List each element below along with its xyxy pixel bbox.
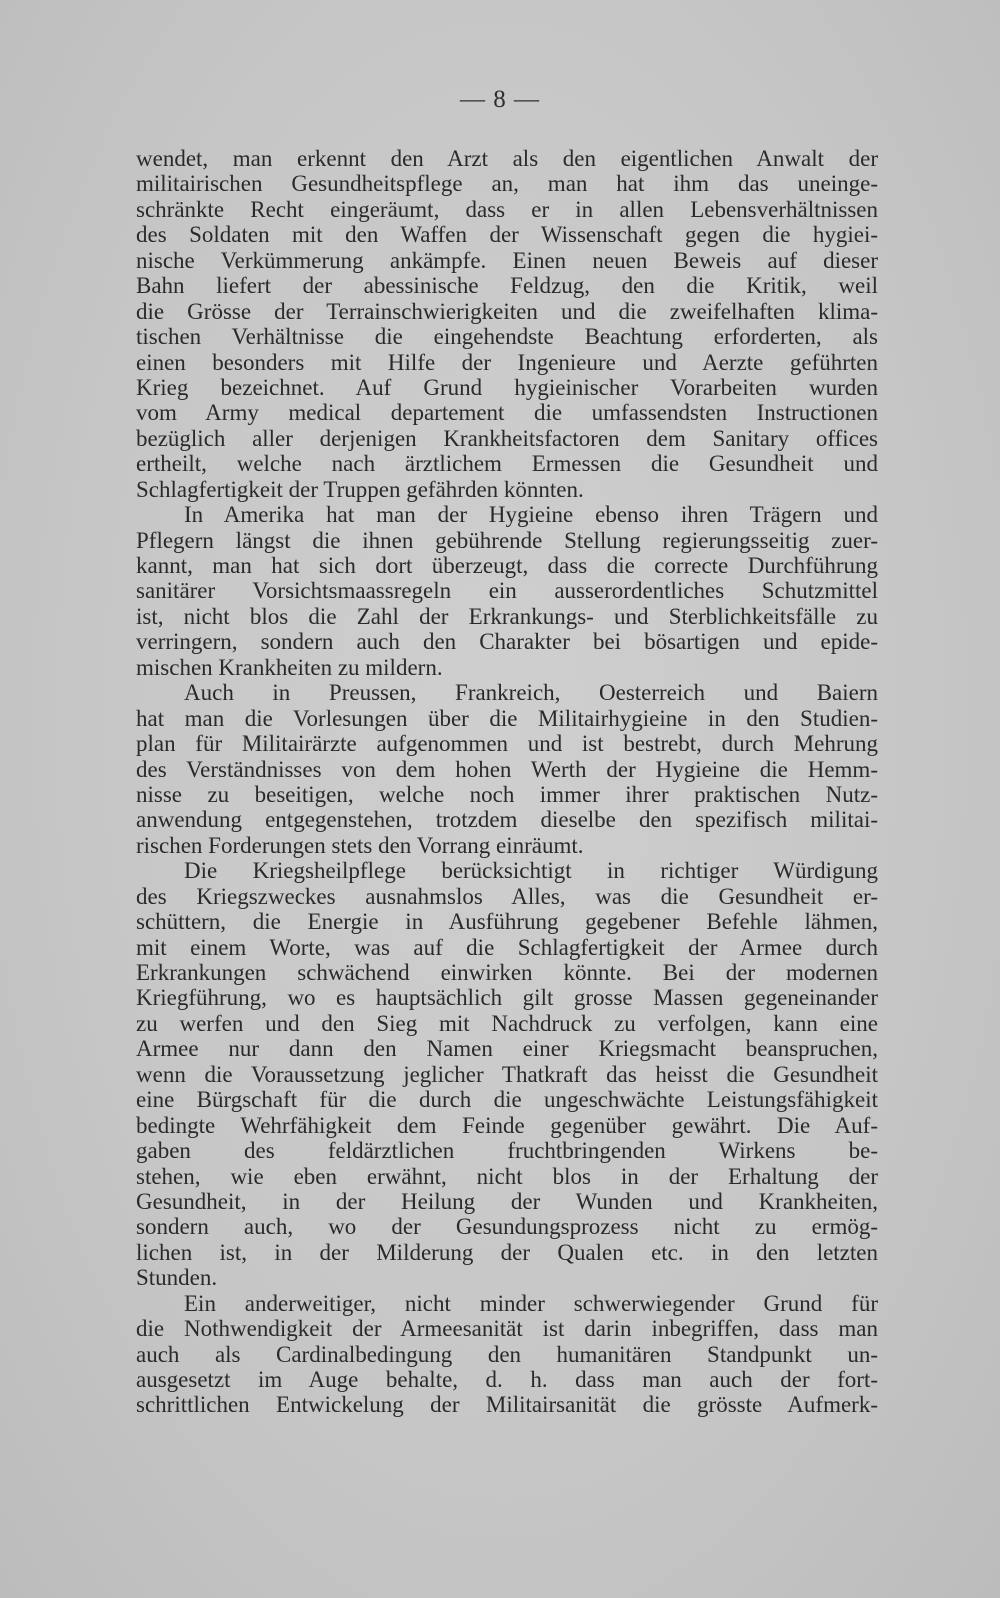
text-line: vom Army medical departement die umfassendsten Instructionen [136, 400, 878, 426]
text-line: mit einem Worte, was auf die Schlagfertigkeit der Armee durch [136, 934, 878, 960]
text-line: mischen Krankheiten zu mildern. [136, 654, 443, 680]
text-line: Bahn liefert der abessinische Feldzug, den die Kritik, weil [136, 273, 878, 299]
text-line: sondern auch, wo der Gesundungsprozess nicht zu ermög- [136, 1214, 878, 1240]
text-line: des Verständnisses von dem hohen Werth der Hygieine die Hemm- [136, 756, 878, 782]
text-line: anwendung entgegenstehen, trotzdem dieselbe den spezifisch militai- [136, 807, 878, 833]
text-line: einen besonders mit Hilfe der Ingenieure und Aerzte geführten [136, 349, 878, 375]
text-line: die Grösse der Terrainschwierigkeiten und die zweifelhaften klima- [136, 298, 878, 324]
text-line: kannt, man hat sich dort überzeugt, dass die correcte Durchführung [136, 553, 878, 578]
text-line: nisse zu beseitigen, welche noch immer ihrer praktischen Nutz- [136, 781, 878, 807]
text-line: bedingte Wehrfähigkeit dem Feinde gegenüber gewährt. Die Auf- [136, 1112, 878, 1138]
text-line: Ein anderweitiger, nicht minder schwerwiegender Grund für [184, 1290, 878, 1316]
text-line: sanitärer Vorsichtsmaassregeln ein ausserordentliches Schutzmittel [136, 578, 878, 604]
text-line: stehen, wie eben erwähnt, nicht blos in der Erhaltung der [136, 1163, 878, 1189]
text-line: des Kriegszweckes ausnahmslos Alles, was die Gesundheit er- [136, 883, 878, 909]
text-line: plan für Militairärzte aufgenommen und ist bestrebt, durch Mehrung [136, 731, 878, 757]
text-line: eine Bürgschaft für die durch die ungeschwächte Leistungsfähigkeit [136, 1087, 878, 1113]
text-line: ausgesetzt im Auge behalte, d. h. dass man auch der fort- [136, 1367, 878, 1392]
text-line: nische Verkümmerung ankämpfe. Einen neuen Beweis auf dieser [136, 247, 878, 273]
text-line: tischen Verhältnisse die eingehendste Beachtung erforderten, als [136, 324, 878, 350]
text-line: ertheilt, welche nach ärztlichem Ermessen die Gesundheit und [136, 451, 878, 477]
text-line: Krieg bezeichnet. Auf Grund hygieinischer Vorarbeiten wurden [136, 374, 878, 400]
text-line: schüttern, die Energie in Ausführung gegebener Befehle lähmen, [136, 909, 878, 935]
text-line: Erkrankungen schwächend einwirken könnte. Bei der modernen [136, 960, 878, 985]
text-line: Stunden. [136, 1265, 218, 1291]
page-number: — 8 — [460, 86, 540, 113]
text-line: schrittlichen Entwickelung der Militairsanität die grösste Aufmerk- [136, 1392, 878, 1418]
text-line: Schlagfertigkeit der Truppen gefährden könnten. [136, 476, 584, 502]
text-line: wendet, man erkennt den Arzt als den eigentlichen Anwalt der [136, 146, 878, 171]
text-line: bezüglich aller derjenigen Krankheitsfactoren dem Sanitary offices [136, 425, 878, 451]
text-line: zu werfen und den Sieg mit Nachdruck zu verfolgen, kann eine [136, 1010, 878, 1036]
text-line: Die Kriegsheilpflege berücksichtigt in richtiger Würdigung [184, 858, 878, 884]
text-line: gaben des feldärztlichen fruchtbringenden Wirkens be- [136, 1138, 878, 1164]
text-line: auch als Cardinalbedingung den humanitären Standpunkt un- [136, 1341, 878, 1367]
text-line: des Soldaten mit den Waffen der Wissenschaft gegen die hygiei- [136, 222, 878, 248]
text-line: In Amerika hat man der Hygieine ebenso ihren Trägern und [184, 502, 878, 528]
text-line: Pflegern längst die ihnen gebührende Stellung regierungsseitig zuer- [136, 527, 878, 553]
text-line: schränkte Recht eingeräumt, dass er in allen Lebensverhältnissen [136, 196, 878, 222]
text-line: wenn die Voraussetzung jeglicher Thatkraft das heisst die Gesundheit [136, 1061, 878, 1087]
text-line: Kriegführung, wo es hauptsächlich gilt grosse Massen gegeneinander [136, 985, 878, 1011]
text-line: Gesundheit, in der Heilung der Wunden und Krankheiten, [136, 1188, 878, 1214]
text-line: verringern, sondern auch den Charakter bei bösartigen und epide- [136, 629, 878, 655]
text-line: Armee nur dann den Namen einer Kriegsmacht beanspruchen, [136, 1036, 878, 1062]
text-line: die Nothwendigkeit der Armeesanität ist darin inbegriffen, dass man [136, 1316, 878, 1342]
text-line: lichen ist, in der Milderung der Qualen etc. in den letzten [136, 1239, 878, 1265]
text-line: Auch in Preussen, Frankreich, Oesterreich und Baiern [184, 680, 878, 706]
text-line: ist, nicht blos die Zahl der Erkrankungs- und Sterblichkeitsfälle zu [136, 603, 878, 629]
text-line: rischen Forderungen stets den Vorrang einräumt. [136, 832, 584, 858]
text-line: hat man die Vorlesungen über die Militairhygieine in den Studien- [136, 705, 878, 731]
text-line: militairischen Gesundheitspflege an, man hat ihm das uneinge- [136, 171, 878, 197]
body-text [136, 146, 878, 1418]
